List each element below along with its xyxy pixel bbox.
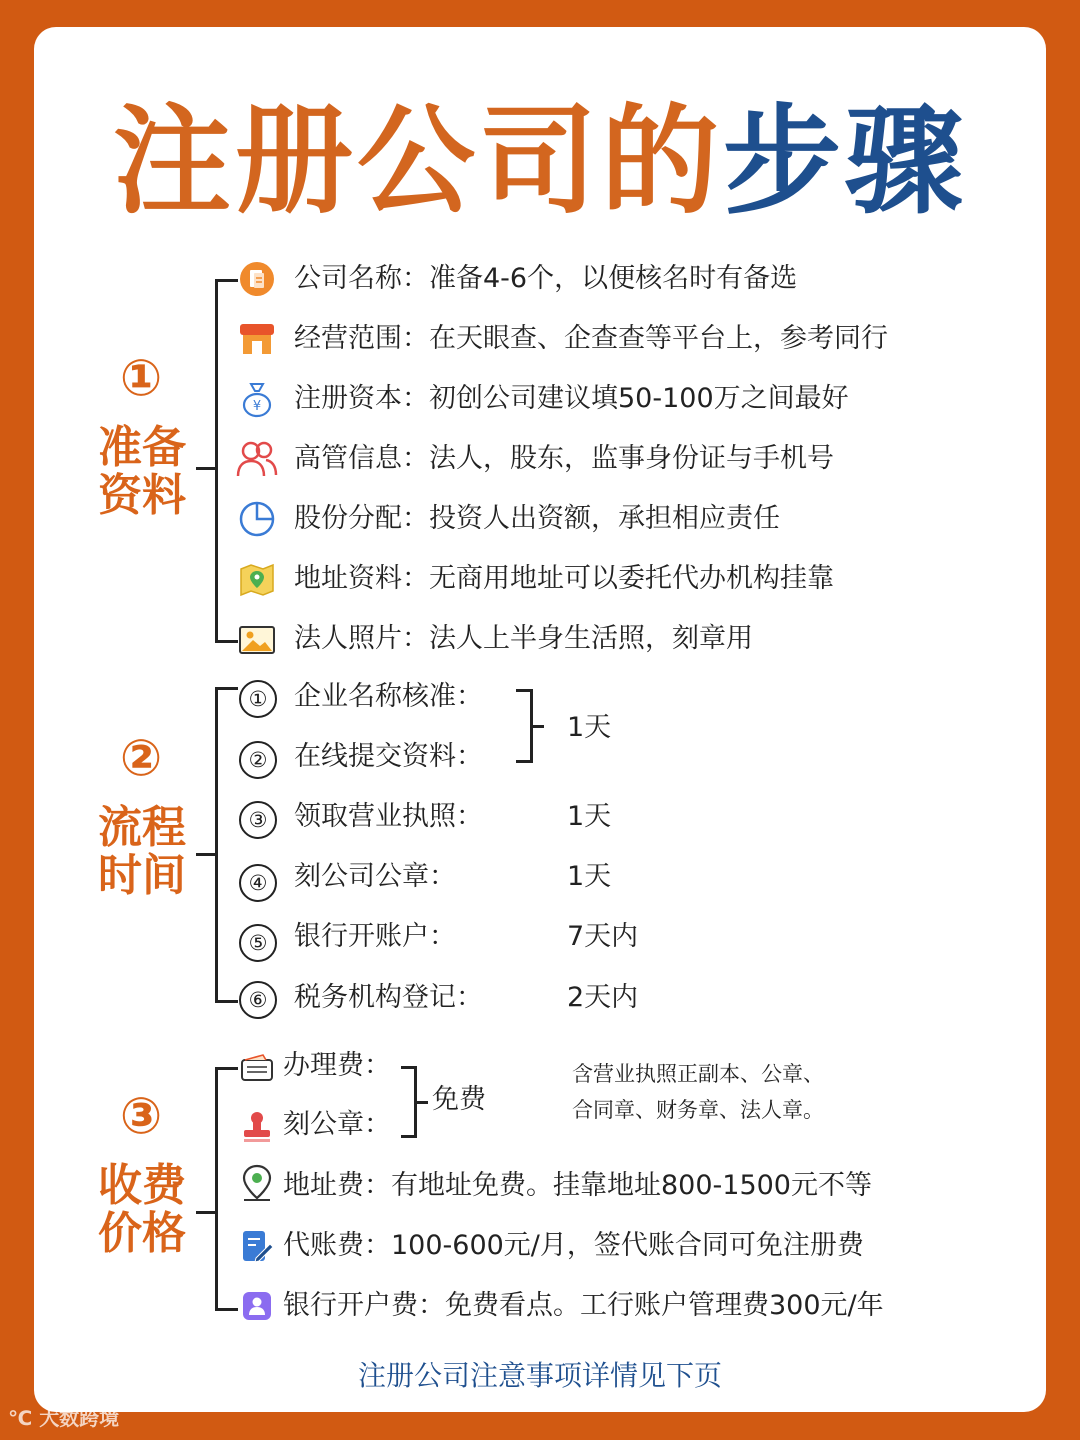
step-5-duration: 7天内 <box>567 921 639 952</box>
step-business-license: 领取营业执照： <box>294 801 483 832</box>
step-number-5: ⑤ <box>239 924 277 962</box>
fee-handling-label: 办理费： <box>283 1050 391 1081</box>
section-3-number: ③ <box>119 1087 163 1145</box>
section-3-bracket-tick <box>196 1211 216 1214</box>
pie-chart-icon <box>238 500 276 538</box>
fee-bracket-tick <box>414 1101 428 1104</box>
step-number-2: ② <box>239 741 277 779</box>
location-pin-icon <box>238 1163 276 1203</box>
step-tax-registration: 税务机构登记： <box>294 982 483 1013</box>
prep-item-address-materials: 地址资料：无商用地址可以委托代办机构挂靠 <box>294 563 834 594</box>
svg-text:¥: ¥ <box>252 399 262 414</box>
includes-note-line1: 含营业执照正副本、公章、 <box>572 1062 824 1086</box>
watermark-logo-icon: ℃ <box>8 1406 40 1430</box>
section-2-bracket <box>215 687 238 1003</box>
footer-note: 注册公司注意事项详情见下页 <box>357 1359 722 1392</box>
people-icon <box>236 438 278 480</box>
step-number-6: ⑥ <box>239 981 277 1019</box>
step-company-seal: 刻公司公章： <box>294 861 456 892</box>
step-3-duration: 1天 <box>567 801 612 832</box>
steps-1-2-bracket-tick <box>530 725 544 728</box>
step-6-duration: 2天内 <box>567 982 639 1013</box>
prep-item-executive-info: 高管信息：法人，股东，监事身份证与手机号 <box>294 443 834 474</box>
fee-seal-label: 刻公章： <box>283 1109 391 1140</box>
bank-account-icon <box>238 1287 276 1325</box>
section-3-bracket <box>215 1067 238 1311</box>
map-icon <box>238 561 276 599</box>
prep-item-registered-capital: 注册资本：初创公司建议填50-100万之间最好 <box>294 383 849 414</box>
money-bag-icon <box>238 380 276 418</box>
step-online-submission: 在线提交资料： <box>294 741 483 772</box>
prep-item-business-scope: 经营范围：在天眼查、企查查等平台上，参考同行 <box>294 323 888 354</box>
page-title: 注册公司的步骤 <box>112 92 968 230</box>
includes-note-line2: 合同章、财务章、法人章。 <box>572 1098 824 1122</box>
free-label: 免费 <box>432 1084 486 1115</box>
steps-1-2-duration: 1天 <box>567 712 612 743</box>
section-1-label-line2: 资料 <box>98 470 186 521</box>
step-name-approval: 企业名称核准： <box>294 681 483 712</box>
photo-icon <box>238 621 276 659</box>
section-1-label-line1: 准备 <box>98 422 186 473</box>
prep-item-legal-person-photo: 法人照片：法人上半身生活照，刻章用 <box>294 623 753 654</box>
section-1-bracket <box>215 279 238 643</box>
step-number-1: ① <box>239 680 277 718</box>
step-4-duration: 1天 <box>567 861 612 892</box>
edit-icon <box>238 1227 276 1265</box>
prep-item-company-name: 公司名称：准备4-6个，以便核名时有备选 <box>294 263 798 294</box>
wallet-icon <box>238 1049 276 1087</box>
section-1-number: ① <box>119 349 163 407</box>
fee-address: 地址费：有地址免费。挂靠地址800-1500元不等 <box>283 1170 872 1201</box>
section-2-label-line1: 流程 <box>98 802 186 853</box>
watermark: ℃ 大数跨境 <box>8 1406 120 1430</box>
fee-bank-account: 银行开户费：免费看点。工行账户管理费300元/年 <box>283 1290 884 1321</box>
section-2-number: ② <box>119 729 163 787</box>
section-1-bracket-tick <box>196 467 216 470</box>
fee-bookkeeping: 代账费：100-600元/月，签代账合同可免注册费 <box>283 1230 864 1261</box>
section-3-label-line1: 收费 <box>98 1160 186 1211</box>
section-3-label-line2: 价格 <box>98 1208 186 1259</box>
document-icon <box>238 260 276 298</box>
step-bank-account: 银行开账户： <box>294 921 456 952</box>
step-number-3: ③ <box>239 801 277 839</box>
shop-icon <box>238 320 276 358</box>
step-number-4: ④ <box>239 864 277 902</box>
section-2-bracket-tick <box>196 853 216 856</box>
prep-item-share-allocation: 股份分配：投资人出资额，承担相应责任 <box>294 503 780 534</box>
stamp-icon <box>238 1107 276 1145</box>
section-2-label-line2: 时间 <box>98 850 186 901</box>
